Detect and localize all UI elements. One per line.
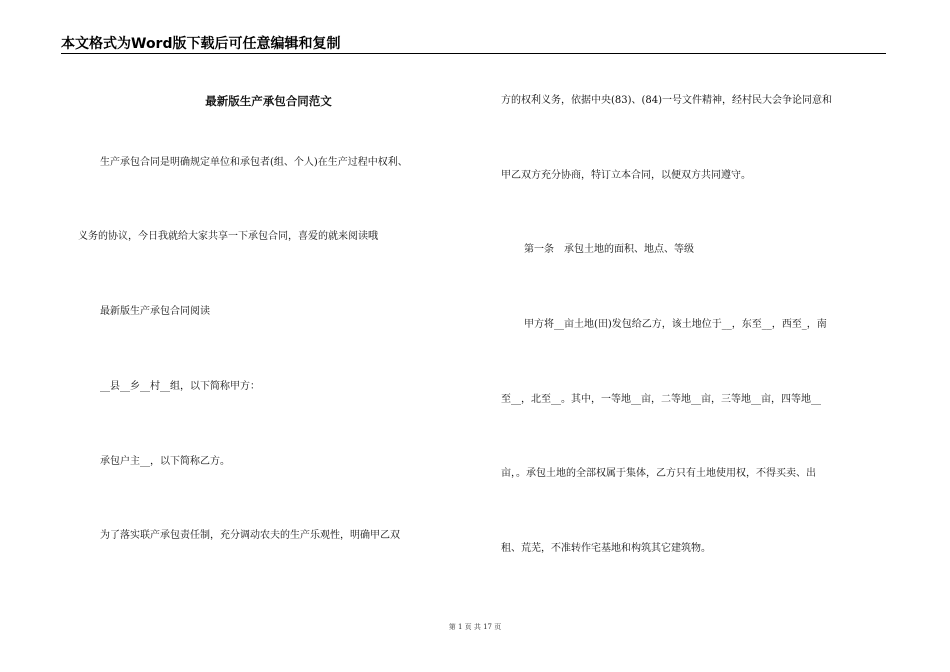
document-title: 最新版生产承包合同范文: [205, 94, 332, 108]
document-header: 本文格式为Word版下载后可任意编辑和复制: [61, 36, 341, 52]
right-paragraph-line: 第一条 承包土地的面积、地点、等级: [524, 244, 694, 255]
right-paragraph-line: 租、荒芜，不准转作宅基地和构筑其它建筑物。: [501, 543, 711, 554]
left-paragraph-line: 为了落实联产承包责任制，充分调动农夫的生产乐观性，明确甲乙双: [100, 530, 400, 541]
right-paragraph-line: 甲方将__亩土地(田)发包给乙方，该土地位于__，东至__，西至_，南: [524, 319, 827, 330]
right-paragraph-line: 至__，北至__。其中，一等地__亩，二等地__亩，三等地__亩，四等地__: [501, 394, 821, 405]
left-paragraph-line: 生产承包合同是明确规定单位和承包者(组、个人)在生产过程中权利、: [100, 157, 408, 168]
left-paragraph-line: __县__乡__村__组，以下简称甲方：: [100, 381, 260, 392]
right-paragraph-line: 甲乙双方充分协商，特订立本合同，以便双方共同遵守。: [501, 170, 751, 181]
left-paragraph-line: 义务的协议，今日我就给大家共享一下承包合同，喜爱的就来阅读哦: [78, 231, 378, 242]
right-paragraph-line: 亩，。承包土地的全部权属于集体，乙方只有土地使用权，不得买卖、出: [501, 468, 816, 479]
left-paragraph-line: 最新版生产承包合同阅读: [100, 306, 210, 317]
left-paragraph-line: 承包户主__，以下简称乙方。: [100, 456, 230, 467]
page-number: 第 1 页 共 17 页: [448, 623, 502, 631]
header-rule: [61, 53, 886, 54]
right-paragraph-line: 方的权利义务，依据中央(83)、(84)一号文件精神，经村民大会争论同意和: [501, 95, 833, 106]
